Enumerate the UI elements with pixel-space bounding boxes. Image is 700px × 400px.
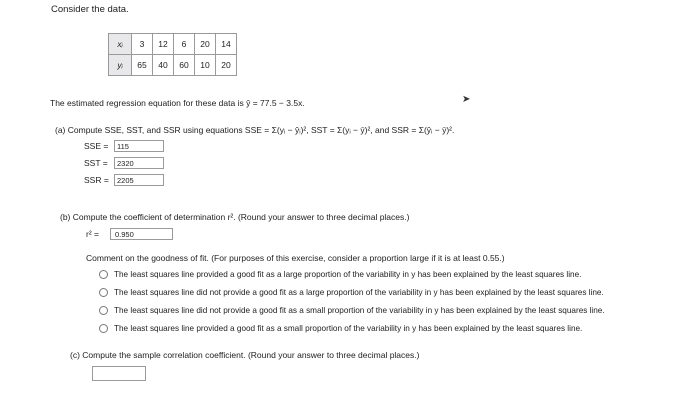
x-value: 6 [174, 34, 195, 55]
mouse-cursor-icon: ➤ [462, 94, 471, 105]
radio-icon[interactable] [99, 306, 108, 315]
x-value: 12 [153, 34, 174, 55]
part-c-prompt: (c) Compute the sample correlation coefficient. (Round your answer to three decimal places.) [70, 350, 420, 360]
x-value: 14 [216, 34, 237, 55]
radio-icon[interactable] [99, 324, 108, 333]
part-a-prompt: (a) Compute SSE, SST, and SSR using equations SSE = Σ(yᵢ − ŷᵢ)², SST = Σ(yᵢ − ȳ)², and SSR = Σ(ŷᵢ − ȳ)². [55, 125, 455, 135]
x-header: xᵢ [109, 34, 132, 55]
fit-option-3[interactable] [99, 306, 605, 315]
y-header: yᵢ [109, 55, 132, 76]
sst-label: SST = [84, 158, 108, 168]
r2-row [86, 228, 173, 240]
sst-row [84, 157, 164, 169]
sse-row [84, 140, 164, 152]
r2-input[interactable]: 0.950 [110, 228, 173, 240]
problem-title: Consider the data. [51, 4, 129, 15]
option-text: The least squares line did not provide a good fit as a small proportion of the variability in y has been explained by the least squares line. [114, 306, 605, 315]
fit-option-2[interactable] [99, 288, 604, 297]
x-value: 20 [195, 34, 216, 55]
part-b-prompt: (b) Compute the coefficient of determination r². (Round your answer to three decimal places.) [60, 212, 410, 222]
fit-option-4[interactable] [99, 324, 582, 333]
ssr-input[interactable]: 2205 [114, 174, 164, 186]
r2-label: r² = [86, 229, 99, 239]
option-text: The least squares line provided a good fit as a large proportion of the variability in y has been explained by the least squares line. [114, 270, 582, 279]
option-text: The least squares line provided a good fit as a small proportion of the variability in y has been explained by the least squares line. [114, 324, 583, 333]
option-text: The least squares line did not provide a good fit as a large proportion of the variability in y has been explained by the least squares line. [114, 288, 604, 297]
sse-label: SSE = [84, 141, 109, 151]
ssr-row [84, 174, 164, 186]
ssr-label: SSR = [84, 175, 109, 185]
regression-equation: The estimated regression equation for these data is ŷ = 77.5 − 3.5x. [50, 98, 305, 108]
y-value: 60 [174, 55, 195, 76]
y-value: 10 [195, 55, 216, 76]
x-value: 3 [132, 34, 153, 55]
y-value: 40 [153, 55, 174, 76]
sst-input[interactable]: 2320 [114, 157, 164, 169]
y-value: 65 [132, 55, 153, 76]
y-value: 20 [216, 55, 237, 76]
goodness-of-fit-comment: Comment on the goodness of fit. (For purposes of this exercise, consider a proportion large if it is at least 0.55.) [86, 253, 505, 263]
radio-icon[interactable] [99, 288, 108, 297]
radio-icon[interactable] [99, 270, 108, 279]
data-table [108, 33, 237, 76]
fit-option-1[interactable] [99, 270, 581, 279]
correlation-input[interactable] [92, 366, 146, 381]
sse-input[interactable]: 115 [114, 140, 164, 152]
